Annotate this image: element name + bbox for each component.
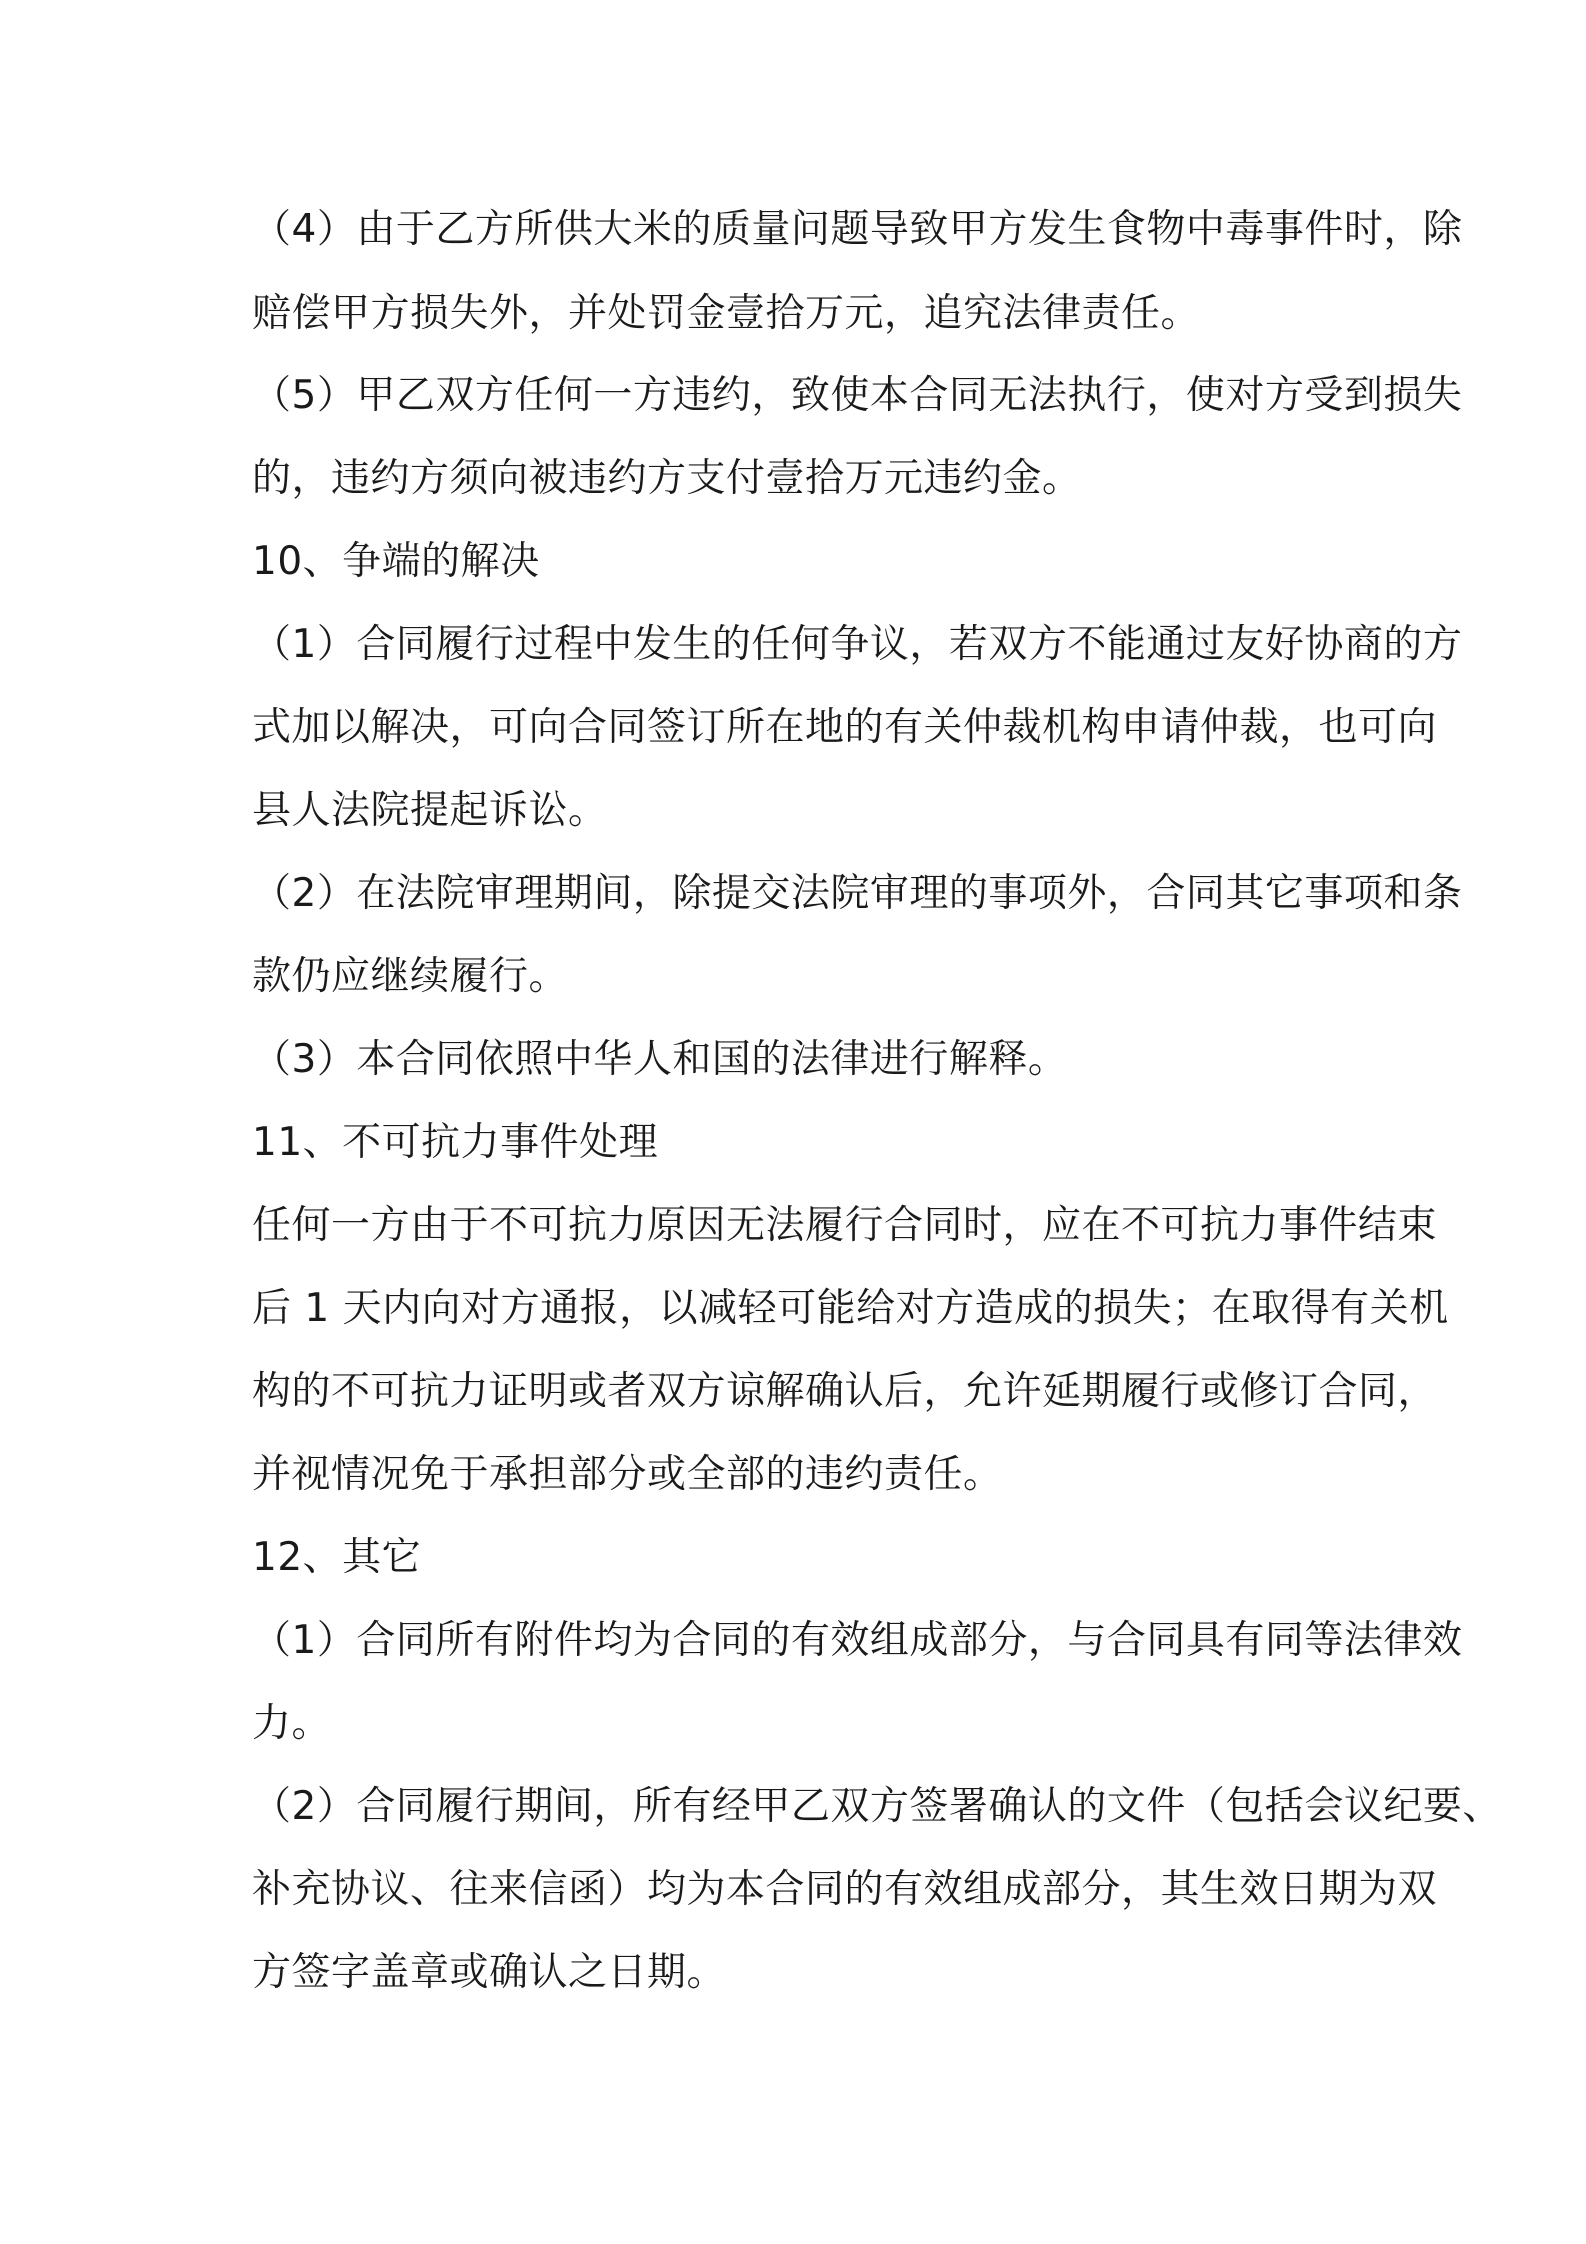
- section-12-heading: 12、其它: [252, 1535, 422, 1580]
- section-11-line-4: 并视情况免于承担部分或全部的违约责任。: [252, 1452, 1003, 1497]
- clause-12-1-line-1: （1）合同所有附件均为合同的有效组成部分，与合同具有同等法律效: [252, 1618, 1463, 1663]
- clause-12-2-line-1: （2）合同履行期间，所有经甲乙双方签署确认的文件（包括会议纪要、: [252, 1784, 1502, 1829]
- clause-9-5-line-2: 的，违约方须向被违约方支付壹拾万元违约金。: [252, 456, 1082, 501]
- section-11-heading: 11、不可抗力事件处理: [252, 1120, 659, 1165]
- section-11-line-1: 任何一方由于不可抗力原因无法履行合同时，应在不可抗力事件结束: [252, 1203, 1438, 1248]
- clause-10-1-line-2: 式加以解决，可向合同签订所在地的有关仲裁机构申请仲裁，也可向: [252, 705, 1438, 750]
- clause-10-1-line-3: 县人法院提起诉讼。: [252, 788, 608, 833]
- clause-9-5-line-1: （5）甲乙双方任何一方违约，致使本合同无法执行，使对方受到损失: [252, 373, 1463, 418]
- clause-9-4-line-2: 赔偿甲方损失外，并处罚金壹拾万元，追究法律责任。: [252, 291, 1201, 336]
- clause-10-3: （3）本合同依照中华人和国的法律进行解释。: [252, 1037, 1068, 1082]
- clause-10-1-line-1: （1）合同履行过程中发生的任何争议，若双方不能通过友好协商的方: [252, 622, 1463, 667]
- section-11-line-2: 后 1 天内向对方通报，以减轻可能给对方造成的损失；在取得有关机: [252, 1286, 1449, 1331]
- clause-12-2-line-3: 方签字盖章或确认之日期。: [252, 1950, 727, 1995]
- clause-10-2-line-1: （2）在法院审理期间，除提交法院审理的事项外，合同其它事项和条: [252, 871, 1463, 916]
- clause-9-4-line-1: （4）由于乙方所供大米的质量问题导致甲方发生食物中毒事件时，除: [252, 207, 1463, 252]
- clause-10-2-line-2: 款仍应继续履行。: [252, 954, 569, 999]
- clause-12-1-line-2: 力。: [252, 1701, 332, 1746]
- section-11-line-3: 构的不可抗力证明或者双方谅解确认后，允许延期履行或修订合同，: [252, 1369, 1438, 1414]
- clause-12-2-line-2: 补充协议、往来信函）均为本合同的有效组成部分，其生效日期为双: [252, 1867, 1438, 1912]
- section-10-heading: 10、争端的解决: [252, 539, 540, 584]
